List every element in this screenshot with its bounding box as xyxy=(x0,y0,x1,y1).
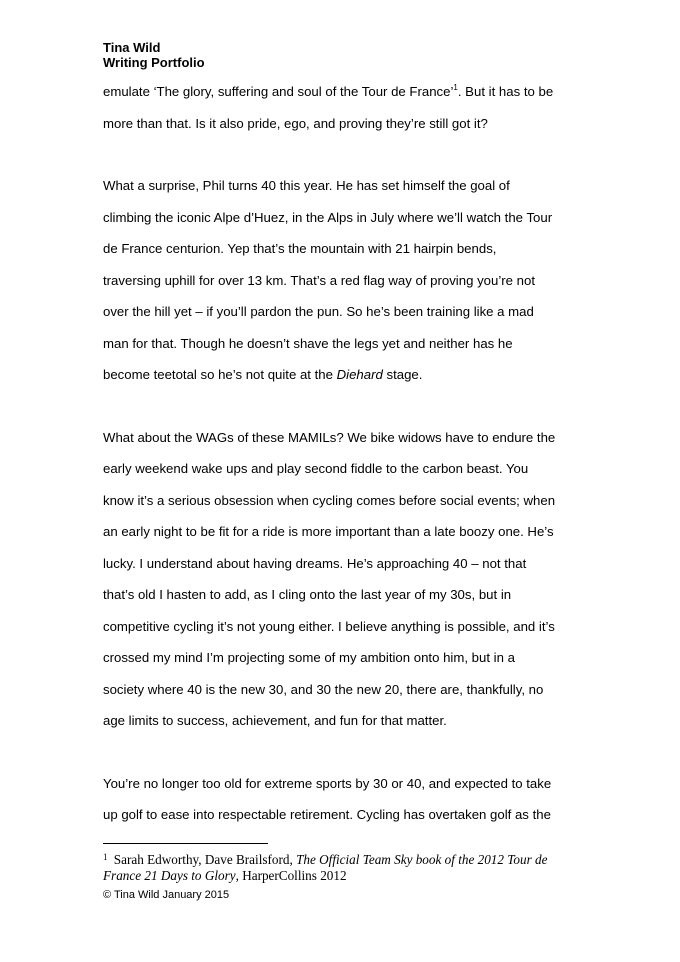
emphasized-text: Diehard xyxy=(336,367,383,382)
footnote-number: 1 xyxy=(103,852,108,862)
body-line: What a surprise, Phil turns 40 this year. He has set himself the goal of xyxy=(103,178,510,193)
body-text: emulate ‘The glory, suffering and soul of the Tour de France’ xyxy=(103,84,454,99)
body-text: stage. xyxy=(382,367,423,382)
body-line: up golf to ease into respectable retirement. Cycling has overtaken golf as the xyxy=(103,807,551,822)
body-line: over the hill yet – if you’ll pardon the pun. So he’s been training like a mad xyxy=(103,304,534,319)
footnote-text: , HarperCollins 2012 xyxy=(235,868,347,883)
body-line: early weekend wake ups and play second fiddle to the carbon beast. You xyxy=(103,461,529,476)
body-line xyxy=(103,84,553,100)
body-line: What about the WAGs of these MAMILs? We bike widows have to endure the xyxy=(103,430,556,445)
body-line: society where 40 is the new 30, and 30 the new 20, there are, thankfully, no xyxy=(103,682,544,697)
body-line: an early night to be fit for a ride is more important than a late boozy one. He’s xyxy=(103,524,554,539)
body-line: lucky. I understand about having dreams. He’s approaching 40 – not that xyxy=(103,556,527,571)
page-header xyxy=(103,40,205,70)
body-line: competitive cycling it’s not young either. I believe anything is possible, and it’s xyxy=(103,619,555,634)
body-line: man for that. Though he doesn’t shave the legs yet and neither has he xyxy=(103,336,513,351)
body-line: climbing the iconic Alpe d’Huez, in the Alps in July where we’ll watch the Tour xyxy=(103,210,553,225)
body-line: know it’s a serious obsession when cycling comes before social events; when xyxy=(103,493,556,508)
body-text: . But it has to be xyxy=(457,84,554,99)
footnote-book-title: The Official Team Sky book of the 2012 Tour de France 21 Days to Glory xyxy=(103,852,548,883)
body-line: that’s old I hasten to add, as I cling onto the last year of my 30s, but in xyxy=(103,587,512,602)
body-text: become teetotal so he’s not quite at the xyxy=(103,367,337,382)
body-line: You’re no longer too old for extreme sports by 30 or 40, and expected to take xyxy=(103,776,552,791)
footnote xyxy=(103,849,573,884)
body-line: crossed my mind I’m projecting some of my ambition onto him, but in a xyxy=(103,650,515,665)
footnote-text: Sarah Edworthy, Dave Brailsford, xyxy=(110,852,297,867)
portfolio-title: Writing Portfolio xyxy=(103,55,205,70)
body-line: age limits to success, achievement, and fun for that matter. xyxy=(103,713,447,728)
body-line: de France centurion. Yep that’s the mountain with 21 hairpin bends, xyxy=(103,241,497,256)
author-name: Tina Wild xyxy=(103,40,161,55)
footnote-divider xyxy=(103,843,268,844)
copyright-notice: © Tina Wild January 2015 xyxy=(103,889,230,901)
body-line: traversing uphill for over 13 km. That’s a red flag way of proving you’re not xyxy=(103,273,535,288)
footnote-reference[interactable]: 1 xyxy=(453,83,458,92)
body-line: more than that. Is it also pride, ego, and proving they’re still got it? xyxy=(103,116,488,131)
body-line xyxy=(103,367,422,383)
